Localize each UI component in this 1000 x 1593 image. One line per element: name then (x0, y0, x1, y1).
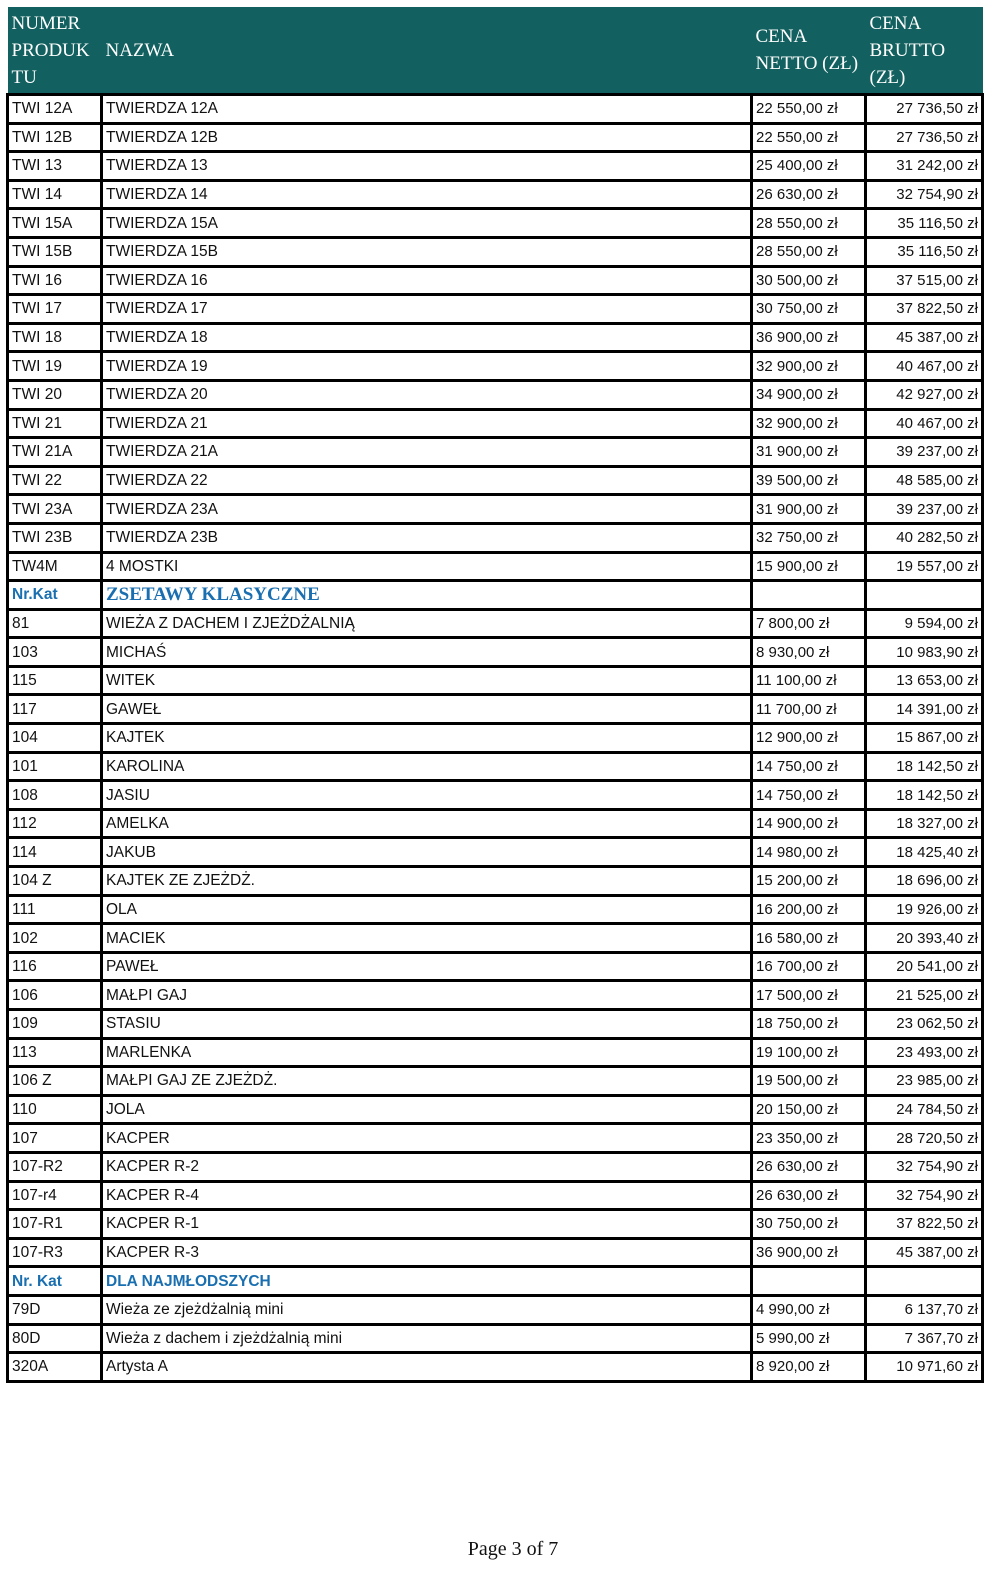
table-row (8, 609, 983, 638)
product-name-cell: AMELKA (102, 809, 752, 838)
table-row (8, 666, 983, 695)
product-name-cell: OLA (102, 895, 752, 924)
table-row (8, 1210, 983, 1239)
product-name-cell: Wieża ze zjeżdżalnią mini (102, 1295, 752, 1324)
product-number-cell: 116 (8, 952, 102, 981)
netto-price-cell: 32 900,00 zł (752, 352, 866, 381)
netto-price-cell: 22 550,00 zł (752, 123, 866, 152)
table-row (8, 724, 983, 753)
product-name-cell: TWIERDZA 17 (102, 295, 752, 324)
brutto-price-cell: 27 736,50 zł (866, 123, 983, 152)
product-number-cell: 113 (8, 1038, 102, 1067)
product-name-cell: DLA NAJMŁODSZYCH (102, 1267, 752, 1296)
table-row (8, 123, 983, 152)
header-netto-price: CENA NETTO (ZŁ) (752, 7, 866, 95)
product-name-cell: TWIERDZA 18 (102, 323, 752, 352)
section-header-row (8, 581, 983, 610)
netto-price-cell: 8 920,00 zł (752, 1353, 866, 1382)
product-name-cell: MAŁPI GAJ ZE ZJEŻDŻ. (102, 1067, 752, 1096)
product-name-cell: GAWEŁ (102, 695, 752, 724)
product-number-cell: 79D (8, 1295, 102, 1324)
brutto-price-cell: 40 467,00 zł (866, 352, 983, 381)
product-name-cell: Artysta A (102, 1353, 752, 1382)
product-number-cell: TWI 16 (8, 266, 102, 295)
netto-price-cell: 30 500,00 zł (752, 266, 866, 295)
product-number-cell: TWI 20 (8, 380, 102, 409)
product-number-cell: 112 (8, 809, 102, 838)
product-name-cell: MACIEK (102, 924, 752, 953)
product-number-cell: TWI 17 (8, 295, 102, 324)
table-row (8, 438, 983, 467)
product-name-cell: KACPER R-4 (102, 1181, 752, 1210)
table-row (8, 781, 983, 810)
product-name-cell: TWIERDZA 19 (102, 352, 752, 381)
table-row (8, 152, 983, 181)
brutto-price-cell: 39 237,00 zł (866, 438, 983, 467)
netto-price-cell: 32 900,00 zł (752, 409, 866, 438)
brutto-price-cell: 42 927,00 zł (866, 380, 983, 409)
brutto-price-cell: 9 594,00 zł (866, 609, 983, 638)
brutto-price-cell: 6 137,70 zł (866, 1295, 983, 1324)
page-number: Page 3 of 7 (467, 1538, 559, 1560)
netto-price-cell: 26 630,00 zł (752, 180, 866, 209)
product-name-cell: TWIERDZA 15B (102, 237, 752, 266)
product-number-cell: Nr. Kat (8, 1267, 102, 1296)
product-name-cell: TWIERDZA 12B (102, 123, 752, 152)
product-number-cell: 101 (8, 752, 102, 781)
netto-price-cell: 39 500,00 zł (752, 466, 866, 495)
table-row (8, 466, 983, 495)
product-number-cell: TWI 21A (8, 438, 102, 467)
section-header-row (8, 1267, 983, 1296)
netto-price-cell: 31 900,00 zł (752, 438, 866, 467)
table-row (8, 323, 983, 352)
product-number-cell: TWI 21 (8, 409, 102, 438)
product-number-cell: 115 (8, 666, 102, 695)
netto-price-cell: 15 900,00 zł (752, 552, 866, 581)
netto-price-cell: 22 550,00 zł (752, 95, 866, 124)
brutto-price-cell: 45 387,00 zł (866, 1238, 983, 1267)
product-name-cell: TWIERDZA 14 (102, 180, 752, 209)
product-number-cell: 80D (8, 1324, 102, 1353)
table-row (8, 495, 983, 524)
table-body (8, 95, 983, 1382)
netto-price-cell: 16 580,00 zł (752, 924, 866, 953)
brutto-price-cell: 18 696,00 zł (866, 867, 983, 896)
brutto-price-cell: 21 525,00 zł (866, 981, 983, 1010)
brutto-price-cell: 20 393,40 zł (866, 924, 983, 953)
product-number-cell: 107 (8, 1124, 102, 1153)
product-number-cell: TWI 13 (8, 152, 102, 181)
brutto-price-cell (866, 1267, 983, 1296)
netto-price-cell: 16 700,00 zł (752, 952, 866, 981)
table-row (8, 180, 983, 209)
table-row (8, 952, 983, 981)
brutto-price-cell: 32 754,90 zł (866, 1152, 983, 1181)
product-number-cell: TWI 14 (8, 180, 102, 209)
brutto-price-cell: 18 142,50 zł (866, 752, 983, 781)
netto-price-cell: 28 550,00 zł (752, 237, 866, 266)
product-number-cell: 109 (8, 1010, 102, 1039)
netto-price-cell: 4 990,00 zł (752, 1295, 866, 1324)
netto-price-cell: 28 550,00 zł (752, 209, 866, 238)
netto-price-cell: 15 200,00 zł (752, 867, 866, 896)
netto-price-cell: 25 400,00 zł (752, 152, 866, 181)
table-row (8, 1181, 983, 1210)
table-row (8, 1152, 983, 1181)
brutto-price-cell: 23 493,00 zł (866, 1038, 983, 1067)
product-name-cell: MAŁPI GAJ (102, 981, 752, 1010)
table-row (8, 1295, 983, 1324)
product-number-cell: 117 (8, 695, 102, 724)
table-row (8, 352, 983, 381)
product-number-cell: 104 (8, 724, 102, 753)
product-name-cell: KACPER (102, 1124, 752, 1153)
product-name-cell: TWIERDZA 13 (102, 152, 752, 181)
product-number-cell: 108 (8, 781, 102, 810)
product-number-cell: TWI 23B (8, 523, 102, 552)
netto-price-cell: 26 630,00 zł (752, 1152, 866, 1181)
brutto-price-cell (866, 581, 983, 610)
product-name-cell: WIEŻA Z DACHEM I ZJEŻDŻALNIĄ (102, 609, 752, 638)
product-number-cell: 106 Z (8, 1067, 102, 1096)
netto-price-cell: 5 990,00 zł (752, 1324, 866, 1353)
netto-price-cell: 26 630,00 zł (752, 1181, 866, 1210)
product-name-cell: STASIU (102, 1010, 752, 1039)
product-number-cell: 107-R1 (8, 1210, 102, 1239)
netto-price-cell: 36 900,00 zł (752, 323, 866, 352)
product-number-cell: TWI 12A (8, 95, 102, 124)
product-name-cell: TWIERDZA 15A (102, 209, 752, 238)
netto-price-cell: 32 750,00 zł (752, 523, 866, 552)
product-name-cell: PAWEŁ (102, 952, 752, 981)
brutto-price-cell: 10 971,60 zł (866, 1353, 983, 1382)
header-name: NAZWA (102, 7, 752, 95)
netto-price-cell: 12 900,00 zł (752, 724, 866, 753)
table-row (8, 237, 983, 266)
brutto-price-cell: 15 867,00 zł (866, 724, 983, 753)
product-number-cell: 102 (8, 924, 102, 953)
netto-price-cell: 19 100,00 zł (752, 1038, 866, 1067)
brutto-price-cell: 23 985,00 zł (866, 1067, 983, 1096)
product-number-cell: 103 (8, 638, 102, 667)
product-number-cell: Nr.Kat (8, 581, 102, 610)
product-name-cell: TWIERDZA 21 (102, 409, 752, 438)
brutto-price-cell: 35 116,50 zł (866, 209, 983, 238)
product-name-cell: TWIERDZA 23B (102, 523, 752, 552)
netto-price-cell (752, 581, 866, 610)
product-name-cell: KACPER R-3 (102, 1238, 752, 1267)
netto-price-cell: 31 900,00 zł (752, 495, 866, 524)
table-row (8, 638, 983, 667)
product-name-cell: KAJTEK (102, 724, 752, 753)
brutto-price-cell: 40 282,50 zł (866, 523, 983, 552)
table-row (8, 1010, 983, 1039)
netto-price-cell: 14 750,00 zł (752, 781, 866, 810)
brutto-price-cell: 23 062,50 zł (866, 1010, 983, 1039)
netto-price-cell: 19 500,00 zł (752, 1067, 866, 1096)
brutto-price-cell: 24 784,50 zł (866, 1095, 983, 1124)
product-number-cell: TWI 15A (8, 209, 102, 238)
table-row (8, 523, 983, 552)
price-table (6, 7, 984, 1383)
product-name-cell: 4 MOSTKI (102, 552, 752, 581)
brutto-price-cell: 40 467,00 zł (866, 409, 983, 438)
product-number-cell: 320A (8, 1353, 102, 1382)
product-number-cell: TWI 18 (8, 323, 102, 352)
brutto-price-cell: 18 142,50 zł (866, 781, 983, 810)
product-name-cell: TWIERDZA 23A (102, 495, 752, 524)
table-row (8, 867, 983, 896)
netto-price-cell: 23 350,00 zł (752, 1124, 866, 1153)
header-brutto-price: CENA BRUTTO (ZŁ) (866, 7, 983, 95)
brutto-price-cell: 18 425,40 zł (866, 838, 983, 867)
netto-price-cell: 8 930,00 zł (752, 638, 866, 667)
header-product-number: NUMER PRODUK TU (8, 7, 102, 95)
brutto-price-cell: 45 387,00 zł (866, 323, 983, 352)
netto-price-cell: 14 750,00 zł (752, 752, 866, 781)
table-row (8, 552, 983, 581)
product-number-cell: 107-r4 (8, 1181, 102, 1210)
netto-price-cell: 14 900,00 zł (752, 809, 866, 838)
brutto-price-cell: 28 720,50 zł (866, 1124, 983, 1153)
brutto-price-cell: 27 736,50 zł (866, 95, 983, 124)
table-row (8, 95, 983, 124)
netto-price-cell: 11 700,00 zł (752, 695, 866, 724)
product-number-cell: TWI 22 (8, 466, 102, 495)
table-row (8, 695, 983, 724)
product-number-cell: 81 (8, 609, 102, 638)
brutto-price-cell: 48 585,00 zł (866, 466, 983, 495)
product-number-cell: 104 Z (8, 867, 102, 896)
table-row (8, 924, 983, 953)
product-number-cell: 107-R2 (8, 1152, 102, 1181)
netto-price-cell: 16 200,00 zł (752, 895, 866, 924)
table-header (8, 7, 983, 95)
netto-price-cell: 30 750,00 zł (752, 1210, 866, 1239)
product-number-cell: TW4M (8, 552, 102, 581)
product-number-cell: 107-R3 (8, 1238, 102, 1267)
table-row (8, 752, 983, 781)
product-name-cell: Wieża z dachem i zjeżdżalnią mini (102, 1324, 752, 1353)
table-row (8, 981, 983, 1010)
product-name-cell: ZSETAWY KLASYCZNE (102, 581, 752, 610)
table-row (8, 1038, 983, 1067)
product-number-cell: TWI 15B (8, 237, 102, 266)
product-name-cell: WITEK (102, 666, 752, 695)
brutto-price-cell: 14 391,00 zł (866, 695, 983, 724)
brutto-price-cell: 32 754,90 zł (866, 1181, 983, 1210)
product-name-cell: KACPER R-2 (102, 1152, 752, 1181)
product-number-cell: TWI 12B (8, 123, 102, 152)
brutto-price-cell: 13 653,00 zł (866, 666, 983, 695)
product-number-cell: 110 (8, 1095, 102, 1124)
table-row (8, 1353, 983, 1382)
product-number-cell: TWI 23A (8, 495, 102, 524)
table-row (8, 380, 983, 409)
brutto-price-cell: 37 822,50 zł (866, 1210, 983, 1239)
table-row (8, 409, 983, 438)
brutto-price-cell: 19 557,00 zł (866, 552, 983, 581)
product-name-cell: JAKUB (102, 838, 752, 867)
table-row (8, 209, 983, 238)
table-row (8, 1067, 983, 1096)
netto-price-cell: 18 750,00 zł (752, 1010, 866, 1039)
brutto-price-cell: 37 515,00 zł (866, 266, 983, 295)
brutto-price-cell: 19 926,00 zł (866, 895, 983, 924)
product-name-cell: KAJTEK ZE ZJEŻDŻ. (102, 867, 752, 896)
brutto-price-cell: 39 237,00 zł (866, 495, 983, 524)
brutto-price-cell: 18 327,00 zł (866, 809, 983, 838)
table-row (8, 1124, 983, 1153)
table-row (8, 895, 983, 924)
table-row (8, 266, 983, 295)
netto-price-cell: 34 900,00 zł (752, 380, 866, 409)
netto-price-cell: 7 800,00 zł (752, 609, 866, 638)
table-row (8, 1238, 983, 1267)
netto-price-cell (752, 1267, 866, 1296)
netto-price-cell: 20 150,00 zł (752, 1095, 866, 1124)
netto-price-cell: 36 900,00 zł (752, 1238, 866, 1267)
brutto-price-cell: 31 242,00 zł (866, 152, 983, 181)
table-row (8, 295, 983, 324)
product-name-cell: TWIERDZA 21A (102, 438, 752, 467)
netto-price-cell: 17 500,00 zł (752, 981, 866, 1010)
table-row (8, 1324, 983, 1353)
netto-price-cell: 30 750,00 zł (752, 295, 866, 324)
product-name-cell: MICHAŚ (102, 638, 752, 667)
product-name-cell: TWIERDZA 12A (102, 95, 752, 124)
product-name-cell: MARLENKA (102, 1038, 752, 1067)
product-number-cell: 114 (8, 838, 102, 867)
netto-price-cell: 11 100,00 zł (752, 666, 866, 695)
table-row (8, 1095, 983, 1124)
brutto-price-cell: 10 983,90 zł (866, 638, 983, 667)
brutto-price-cell: 35 116,50 zł (866, 237, 983, 266)
product-number-cell: 106 (8, 981, 102, 1010)
product-name-cell: JASIU (102, 781, 752, 810)
product-name-cell: JOLA (102, 1095, 752, 1124)
brutto-price-cell: 20 541,00 zł (866, 952, 983, 981)
product-name-cell: TWIERDZA 22 (102, 466, 752, 495)
product-name-cell: KACPER R-1 (102, 1210, 752, 1239)
brutto-price-cell: 37 822,50 zł (866, 295, 983, 324)
netto-price-cell: 14 980,00 zł (752, 838, 866, 867)
product-name-cell: KAROLINA (102, 752, 752, 781)
product-number-cell: 111 (8, 895, 102, 924)
product-name-cell: TWIERDZA 16 (102, 266, 752, 295)
table-row (8, 809, 983, 838)
product-name-cell: TWIERDZA 20 (102, 380, 752, 409)
product-number-cell: TWI 19 (8, 352, 102, 381)
brutto-price-cell: 7 367,70 zł (866, 1324, 983, 1353)
brutto-price-cell: 32 754,90 zł (866, 180, 983, 209)
table-row (8, 838, 983, 867)
